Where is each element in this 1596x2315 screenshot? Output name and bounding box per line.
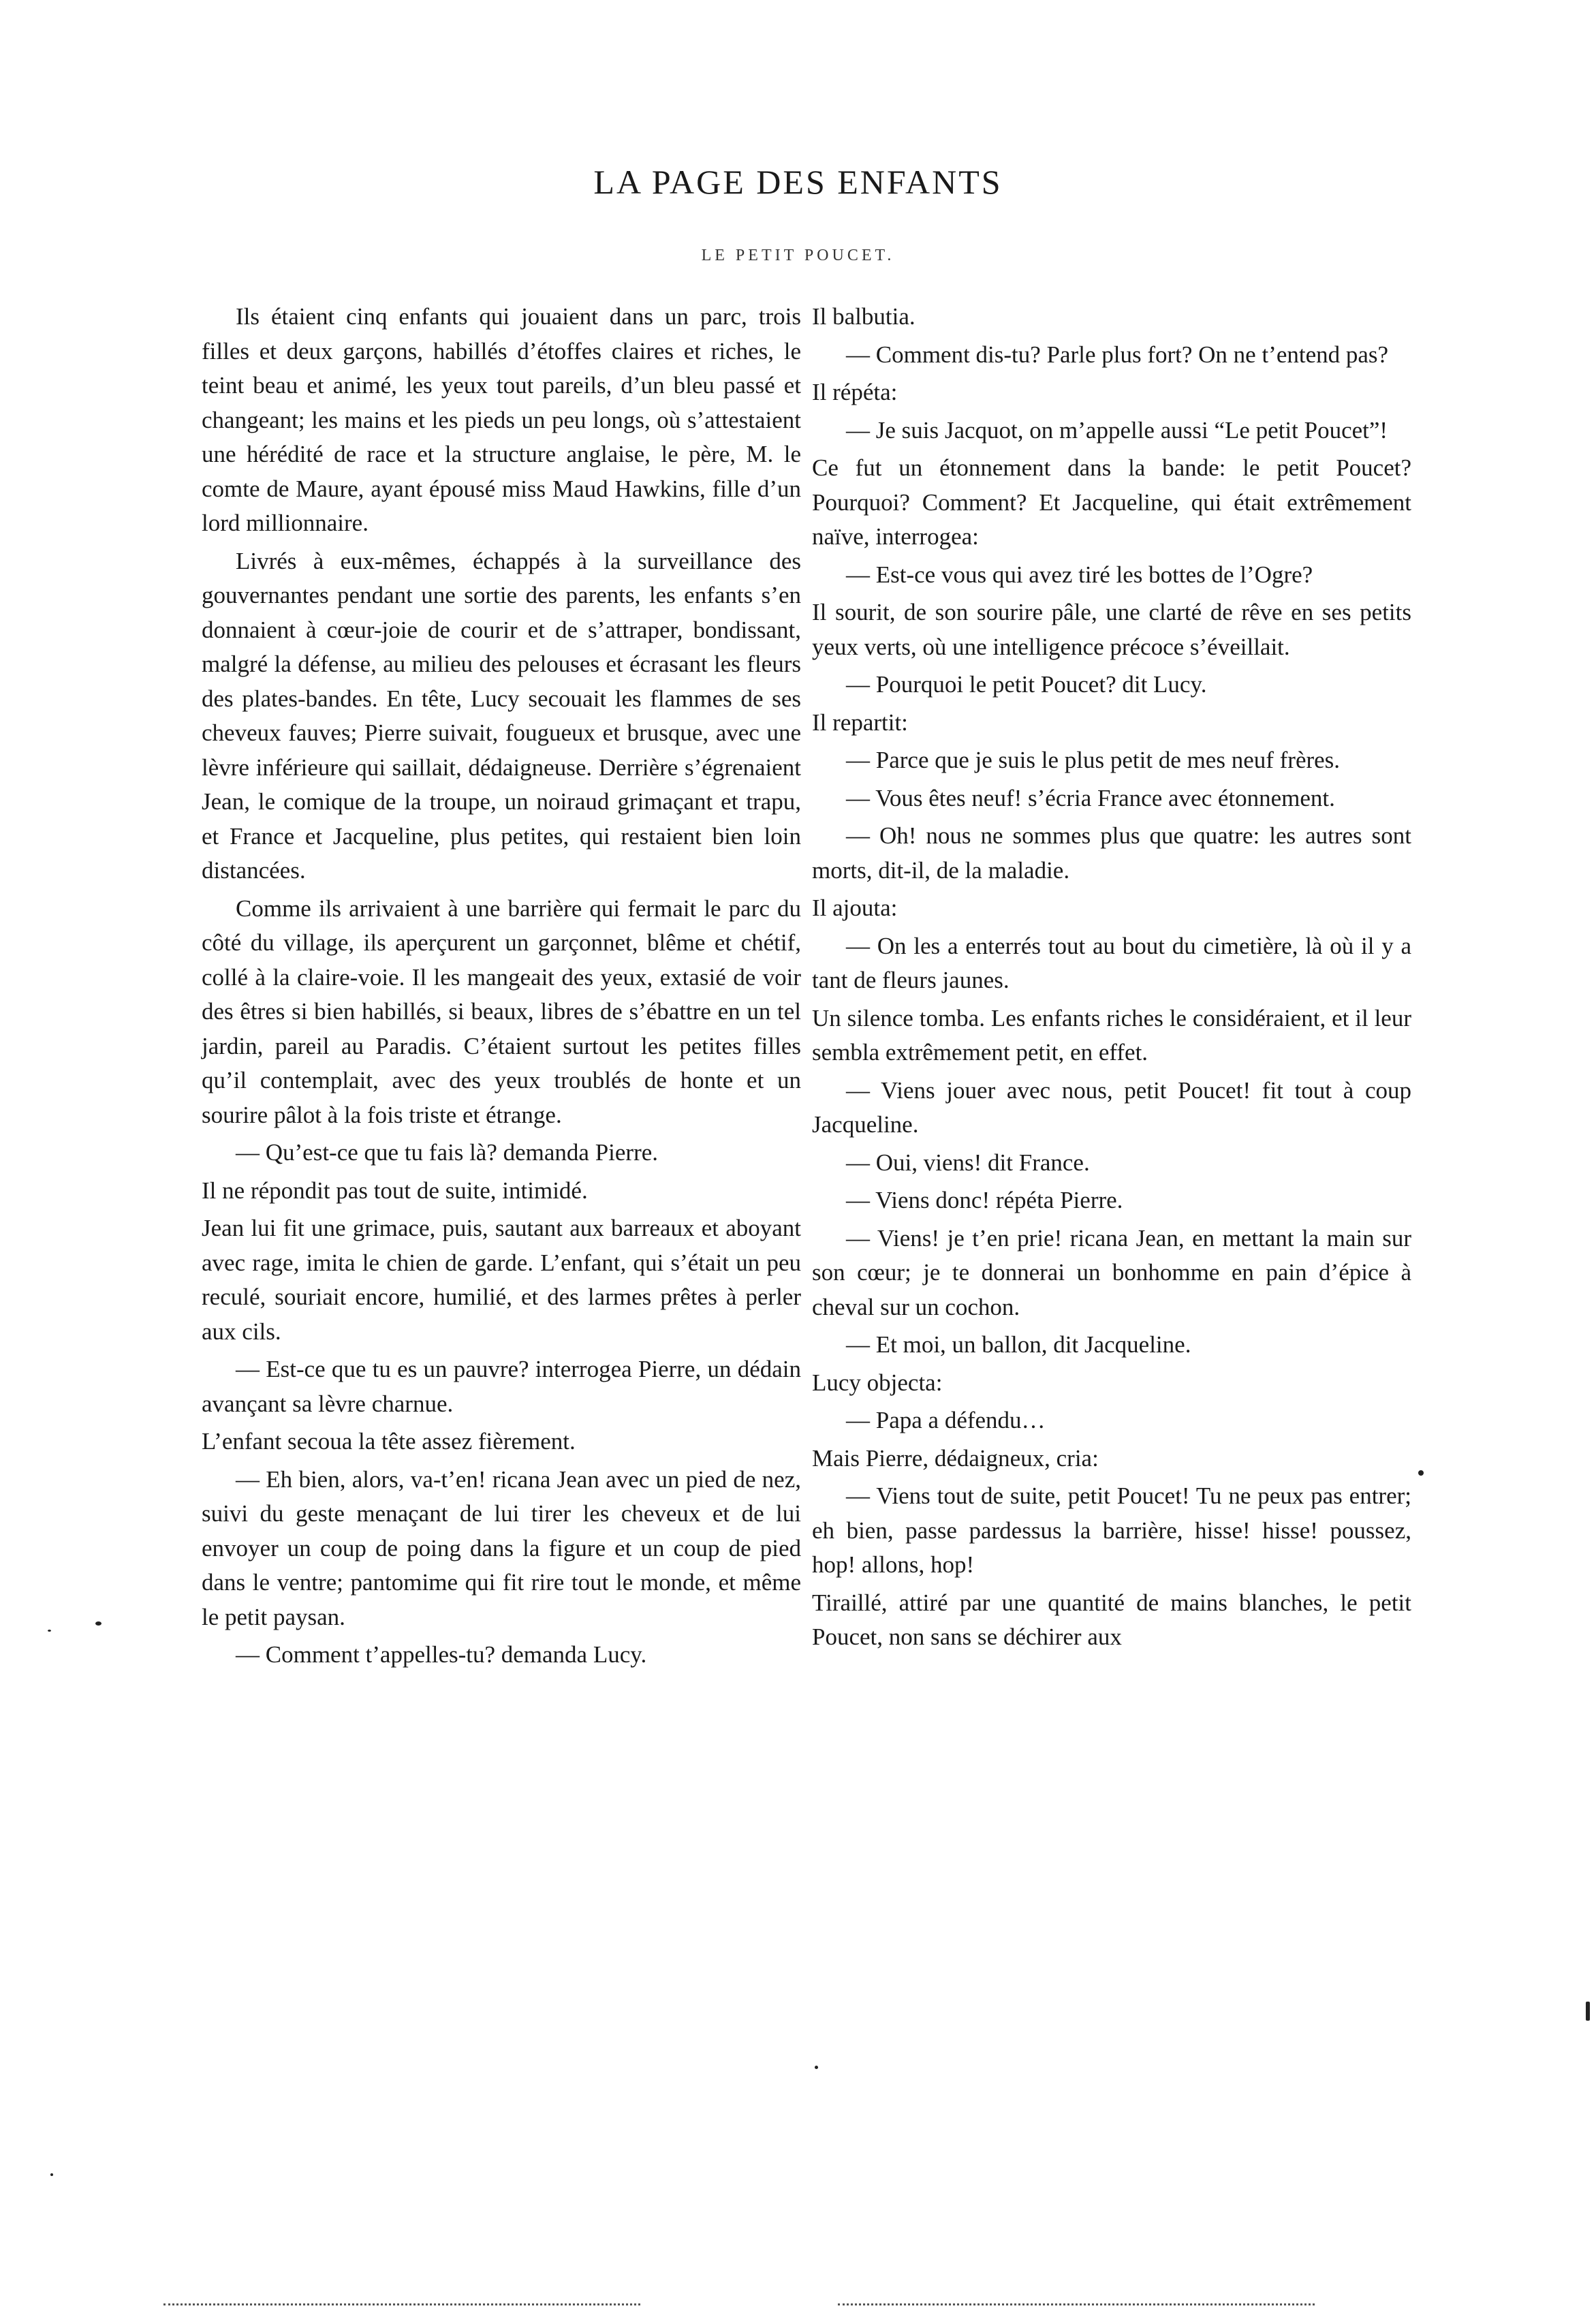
paragraph: Il balbutia. — [812, 303, 916, 330]
paragraph: Mais Pierre, dédaigneux, cria: — [812, 1444, 1099, 1472]
scan-border-rule — [163, 2303, 640, 2308]
paragraph: Comme ils arrivaient à une barrière qui fermait le parc du côté du village, ils aperçurent un garçonnet, blême et chétif, collé à la claire-voie. Il les mangeait des yeux, extasié de voir des êtres si bien habillés, si beaux, libres de s’ébattre en un tel jardin, pareil au Paradis. C’étaient surtout les petites filles qu’il contemplait, avec des yeux troublés de honte et un sourire pâlot à la fois triste et étrange. — [202, 895, 801, 1128]
paragraph: Lucy objecta: — [812, 1369, 943, 1396]
paragraph: — Eh bien, alors, va-t’en! ricana Jean avec un pied de nez, suivi du geste menaçant de lui tirer les cheveux et de lui envoyer un coup de poing dans la figure et un coup de pied dans le ventre; pantomime qui fit rire tout le monde, et même le petit paysan. — [202, 1465, 801, 1630]
paragraph: — Viens donc! répéta Pierre. — [846, 1187, 1123, 1213]
paragraph: — Vous êtes neuf! s’écria France avec étonnement. — [846, 784, 1335, 811]
paragraph: — Oui, viens! dit France. — [846, 1149, 1090, 1176]
paragraph: — Viens! je t’en prie! ricana Jean, en mettant la main sur son cœur; je te donnerai un bonhomme en pain d’épice à cheval sur un cochon. — [812, 1224, 1411, 1320]
paragraph: — Parce que je suis le plus petit de mes neuf frères. — [846, 747, 1341, 773]
paragraph: Jean lui fit une grimace, puis, sautant aux barreaux et aboyant avec rage, imita le chien de garde. L’enfant, qui s’était un peu reculé, souriait encore, humilié, et des larmes prêtes à perler aux cils. — [202, 1215, 801, 1345]
paragraph: Livrés à eux-mêmes, échappés à la surveillance des gouvernantes pendant une sortie des parents, les enfants s’en donnaient à cœur-joie de courir et de s’attraper, bondissant, malgré la défense, au milieu des pelouses et écrasant les fleurs des plates-bandes. En tête, Lucy secouait les flammes de ses cheveux fauves; Pierre suivait, fougueux et brusque, avec une lèvre inférieure qui saillait, dédaigneuse. Derrière s’égrenaient Jean, le comique de la troupe, un noiraud grimaçant et trapu, et France et Jacqueline, plus petites, qui restaient bien loin distancées. — [202, 547, 801, 884]
paragraph: Ce fut un étonnement dans la bande: le petit Poucet? Pourquoi? Comment? Et Jacqueline, qui était extrêmement naïve, interrogea: — [812, 454, 1411, 550]
paragraph: — Comment dis-tu? Parle plus fort? On ne t’entend pas? — [846, 341, 1389, 368]
scan-speck — [1586, 2002, 1590, 2021]
scan-speck — [1418, 1470, 1424, 1476]
paragraph: — Est-ce vous qui avez tiré les bottes de l’Ogre? — [846, 561, 1313, 588]
scan-speck — [815, 2066, 818, 2069]
paragraph: — Viens jouer avec nous, petit Poucet! fit tout à coup Jacqueline. — [812, 1076, 1411, 1138]
paragraph: — Oh! nous ne sommes plus que quatre: les autres sont morts, dit-il, de la maladie. — [812, 822, 1411, 884]
paragraph: Tiraillé, attiré par une quantité de mains blanches, le petit Poucet, non sans se déchirer aux — [812, 1589, 1411, 1650]
paragraph: — Papa a défendu… — [846, 1407, 1046, 1433]
paragraph: Ils étaient cinq enfants qui jouaient dans un parc, trois filles et deux garçons, habillés d’étoffes claires et riches, le teint beau et animé, les yeux tout pareils, d’un bleu passé et changeant; les mains et les pieds un peu longs, où s’attestaient une hérédité de race et la structure anglaise, le père, M. le comte de Maure, ayant épousé miss Maud Hawkins, fille d’un lord millionnaire. — [202, 303, 801, 536]
paragraph: — On les a enterrés tout au bout du cimetière, là où il y a tant de fleurs jaunes. — [812, 932, 1411, 993]
paragraph: — Je suis Jacquot, on m’appelle aussi “Le petit Poucet”! — [846, 416, 1388, 444]
page-title: LA PAGE DES ENFANTS — [593, 163, 1003, 201]
left-column — [202, 300, 801, 1676]
scan-speck — [95, 1621, 101, 1626]
scan-border-rule — [838, 2303, 1315, 2308]
paragraph: Il ajouta: — [812, 895, 898, 921]
paragraph: L’enfant secoua la tête assez fièrement. — [202, 1428, 576, 1455]
right-column — [812, 300, 1411, 1658]
paragraph: Il repartit: — [812, 709, 908, 736]
paragraph: — Et moi, un ballon, dit Jacqueline. — [846, 1331, 1191, 1358]
scan-speck — [48, 1630, 51, 1632]
paragraph: — Qu’est-ce que tu fais là? demanda Pierre. — [236, 1139, 659, 1166]
paragraph: Il ne répondit pas tout de suite, intimidé. — [202, 1177, 588, 1204]
story-title: LE PETIT POUCET. — [701, 247, 895, 264]
paragraph: Il sourit, de son sourire pâle, une clarté de rêve en ses petits yeux verts, où une intelligence précoce s’éveillait. — [812, 599, 1411, 660]
paragraph: — Viens tout de suite, petit Poucet! Tu ne peux pas entrer; eh bien, passe pardessus la barrière, hisse! hisse! poussez, hop! allons, hop! — [812, 1482, 1411, 1578]
paragraph: — Comment t’appelles-tu? demanda Lucy. — [236, 1641, 647, 1668]
paragraph: Un silence tomba. Les enfants riches le considéraient, et il leur sembla extrêmement petit, en effet. — [812, 1004, 1411, 1066]
paragraph: Il répéta: — [812, 379, 898, 405]
paragraph: — Pourquoi le petit Poucet? dit Lucy. — [846, 671, 1207, 698]
paragraph: — Est-ce que tu es un pauvre? interrogea Pierre, un dédain avançant sa lèvre charnue. — [202, 1356, 801, 1417]
scan-speck — [50, 2173, 53, 2176]
